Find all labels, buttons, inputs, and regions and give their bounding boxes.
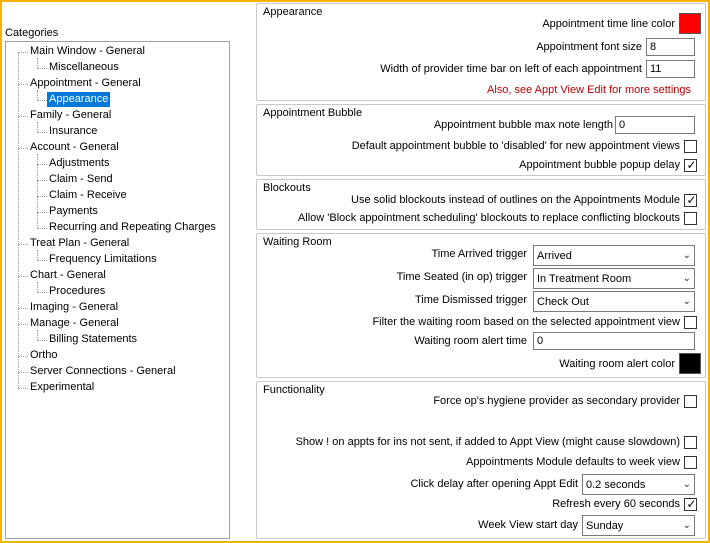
refresh-checkbox[interactable] [684,498,697,511]
tree-item[interactable]: Billing Statements [49,333,138,345]
tree-item[interactable]: Experimental [30,381,95,393]
tree-item[interactable]: Ortho [30,349,58,361]
seated-trigger-label: Time Seated (in op) trigger [396,271,527,283]
categories-label: Categories [5,27,59,39]
check-icon: ✓ [686,497,697,511]
appt-view-edit-note[interactable]: Also, see Appt View Edit for more settings [486,84,691,96]
chevron-down-icon: ⌄ [682,520,691,531]
max-note-length-label: Appointment bubble max note length [433,119,613,131]
check-icon [685,434,698,447]
arrived-trigger-select[interactable] [533,245,695,266]
click-delay-value: 0.2 seconds [586,479,646,491]
tree-connector [37,212,47,213]
tree-item[interactable]: Procedures [49,285,106,297]
waiting-room-group [256,233,706,378]
refresh-label: Refresh every 60 seconds [552,498,680,510]
tree-item[interactable]: Recurring and Repeating Charges [49,221,216,233]
tree-item[interactable]: Payments [49,205,98,217]
week-start-select[interactable] [582,515,695,536]
tree-item[interactable]: Chart - General [30,269,106,281]
tree-connector [18,372,28,373]
tree-connector [18,244,28,245]
alert-color-label: Waiting room alert color [559,358,675,370]
click-delay-select[interactable] [582,474,695,495]
tree-connector [37,122,38,132]
check-icon [685,314,698,327]
tree-connector [37,228,47,229]
week-start-label: Week View start day [478,519,578,531]
tree-connector [18,148,28,149]
tree-item[interactable]: Appearance [49,93,109,105]
default-disabled-checkbox[interactable] [684,140,697,153]
provider-bar-label: Width of provider time bar on left of each appointment [380,63,642,75]
font-size-label: Appointment font size [536,41,642,53]
dismissed-trigger-label: Time Dismissed trigger [414,294,527,306]
tree-connector [37,154,38,228]
check-icon [685,393,698,406]
show-ins-checkbox[interactable] [684,436,697,449]
appointment-bubble-group [256,104,706,176]
default-disabled-label: Default appointment bubble to 'disabled' for new appointment views [351,140,680,152]
alert-color-swatch[interactable] [679,353,701,374]
font-size-input[interactable]: 8 [646,38,695,56]
tree-connector [18,52,28,53]
alert-time-input[interactable]: 0 [533,332,695,350]
tree-item[interactable]: Server Connections - General [30,365,176,377]
arrived-trigger-label: Time Arrived trigger [431,248,527,260]
popup-delay-checkbox[interactable] [684,159,697,172]
tree-connector [18,52,19,388]
functionality-group [256,381,706,539]
group-title: Functionality [263,384,325,396]
hygiene-provider-label: Force op's hygiene provider as secondary provider [433,395,680,407]
group-title: Appearance [263,6,323,18]
tree-connector [37,196,47,197]
tree-connector [37,260,47,261]
tree-connector [18,84,28,85]
group-title: Waiting Room [263,236,332,248]
replace-blockouts-checkbox[interactable] [684,212,697,225]
tree-connector [37,58,38,68]
dismissed-trigger-select[interactable] [533,291,695,312]
appearance-group [256,3,706,101]
tree-item[interactable]: Miscellaneous [49,61,119,73]
tree-item[interactable]: Claim - Receive [49,189,127,201]
check-icon: ✓ [686,158,697,172]
tree-item[interactable]: Family - General [30,109,112,121]
group-title: Appointment Bubble [263,107,363,119]
tree-connector [37,132,47,133]
week-view-default-checkbox[interactable] [684,456,697,469]
tree-connector [37,180,47,181]
replace-blockouts-label: Allow 'Block appointment scheduling' blockouts to replace conflicting blockouts [297,212,680,224]
categories-tree[interactable] [5,41,230,539]
tree-connector [37,68,47,69]
tree-connector [37,100,47,101]
check-icon: ✓ [686,193,697,207]
solid-blockouts-label: Use solid blockouts instead of outlines on the Appointments Module [351,194,680,206]
check-icon [685,454,698,467]
tree-connector [18,356,28,357]
tree-item[interactable]: Insurance [49,125,98,137]
dismissed-trigger-value: Check Out [537,296,589,308]
tree-connector [37,90,38,100]
arrived-trigger-value: Arrived [537,250,572,262]
check-icon [685,210,698,223]
tree-connector [18,308,28,309]
tree-item[interactable]: Imaging - General [30,301,119,313]
tree-connector [18,116,28,117]
alert-time-label: Waiting room alert time [414,335,527,347]
max-note-length-input[interactable]: 0 [615,116,695,134]
tree-connector [37,250,38,260]
tree-connector [37,292,47,293]
tree-item[interactable]: Claim - Send [49,173,113,185]
tree-item[interactable]: Frequency Limitations [49,253,157,265]
tree-item[interactable]: Manage - General [30,317,119,329]
group-title: Blockouts [263,182,311,194]
seated-trigger-value: In Treatment Room [537,273,632,285]
chevron-down-icon: ⌄ [682,296,691,307]
filter-waiting-room-checkbox[interactable] [684,316,697,329]
tree-item[interactable]: Adjustments [49,157,110,169]
seated-trigger-select[interactable] [533,268,695,289]
tree-connector [18,388,28,389]
tree-connector [37,330,38,340]
chevron-down-icon: ⌄ [682,273,691,284]
check-icon [685,138,698,151]
tree-item[interactable]: Treat Plan - General [30,237,130,249]
solid-blockouts-checkbox[interactable] [684,194,697,207]
time-line-color-label: Appointment time line color [542,18,675,30]
chevron-down-icon: ⌄ [682,250,691,261]
tree-item[interactable]: Main Window - General [30,45,145,57]
popup-delay-label: Appointment bubble popup delay [519,159,680,171]
tree-connector [37,282,38,292]
time-line-color-swatch[interactable] [679,13,701,34]
hygiene-provider-checkbox[interactable] [684,395,697,408]
tree-connector [18,276,28,277]
provider-bar-input[interactable]: 11 [646,60,695,78]
filter-waiting-room-label: Filter the waiting room based on the selected appointment view [372,316,680,328]
show-ins-label: Show ! on appts for ins not sent, if added to Appt View (might cause slowdown) [295,436,680,448]
tree-connector [37,340,47,341]
week-view-default-label: Appointments Module defaults to week view [465,456,680,468]
click-delay-label: Click delay after opening Appt Edit [410,478,578,490]
tree-item[interactable]: Account - General [30,141,119,153]
tree-connector [37,164,47,165]
tree-item[interactable]: Appointment - General [30,77,141,89]
blockouts-group [256,179,706,230]
week-start-value: Sunday [586,520,624,532]
tree-connector [18,324,28,325]
chevron-down-icon: ⌄ [682,479,691,490]
